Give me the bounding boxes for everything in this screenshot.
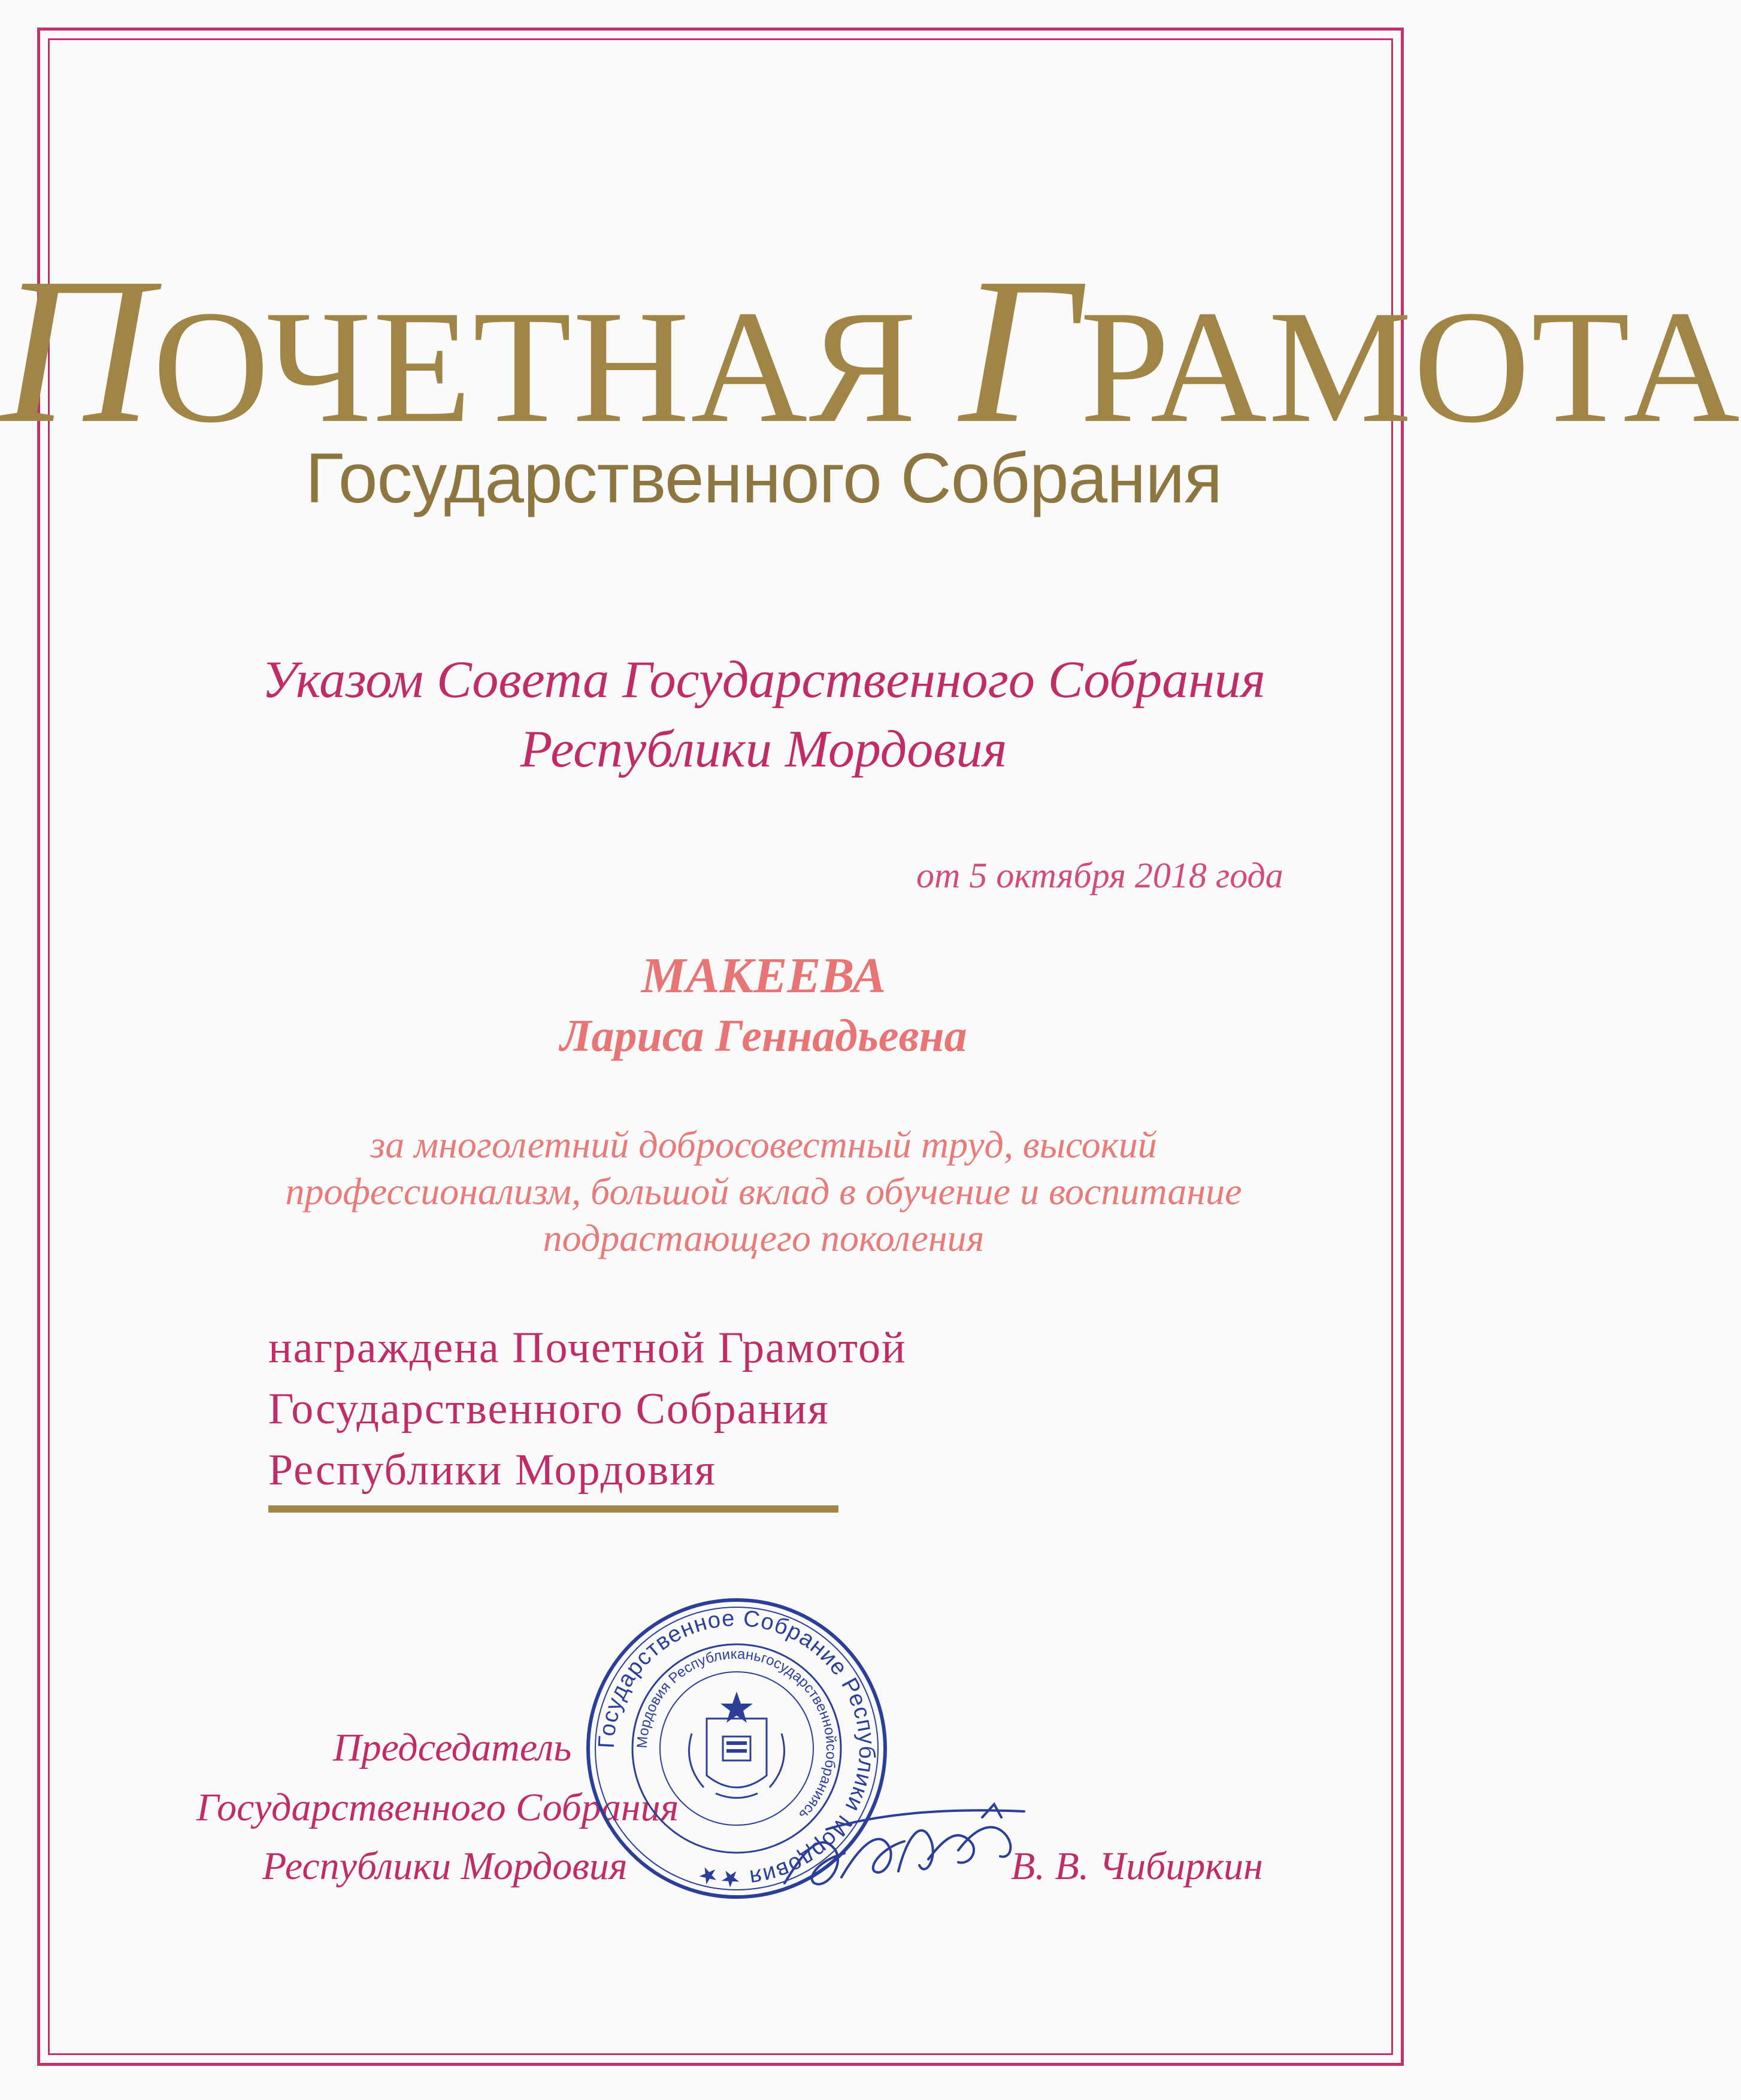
- decree-line-1: Указом Совета Государственного Собрания: [262, 651, 1265, 709]
- reason-line-1: за многолетний добросовестный труд, высокий: [370, 1123, 1157, 1166]
- award-line-3: Республики Мордовия: [268, 1446, 716, 1495]
- gold-underline: [268, 1505, 838, 1513]
- signatory-name: В. В. Чибиркин: [1011, 1844, 1263, 1888]
- recipient-given-names: Лариса Геннадьевна: [560, 1011, 967, 1061]
- certificate-title: [0, 234, 1741, 466]
- award-line-1: награждена Почетной Грамотой: [268, 1323, 907, 1372]
- title-initial-p: П: [0, 234, 153, 466]
- decree-line-2: Республики Мордовия: [520, 720, 1007, 778]
- title-initial-g: Г: [959, 234, 1080, 466]
- signatory-position-line-2: Государственного Собрания: [196, 1786, 679, 1829]
- reason-line-2: профессионализм, большой вклад в обучение и воспитание: [285, 1170, 1242, 1213]
- signatory-position-line-3: Республики Мордовия: [262, 1844, 628, 1888]
- svg-text:Мордовия Республиканьгосударст: Мордовия Республиканьгосударственнойсобраниясь: [634, 1646, 840, 1823]
- recipient-surname: МАКЕЕВА: [641, 948, 886, 1004]
- award-line-2: Государственного Собрания: [268, 1384, 829, 1434]
- certificate-subtitle: Государственного Собрания: [305, 439, 1222, 518]
- reason-line-3: подрастающего поколения: [543, 1217, 985, 1259]
- svg-text:Государственное Собрание Респу: Государственное Собрание Республики Мордовия ★★: [594, 1605, 880, 1892]
- decree-date: от 5 октября 2018 года: [916, 856, 1283, 895]
- title-word-1: ОЧЕТНАЯ: [152, 277, 918, 456]
- handwritten-signature: [779, 1793, 1042, 1907]
- signatory-position-line-1: Председатель: [333, 1726, 572, 1769]
- title-word-2: РАМОТА: [1080, 277, 1741, 456]
